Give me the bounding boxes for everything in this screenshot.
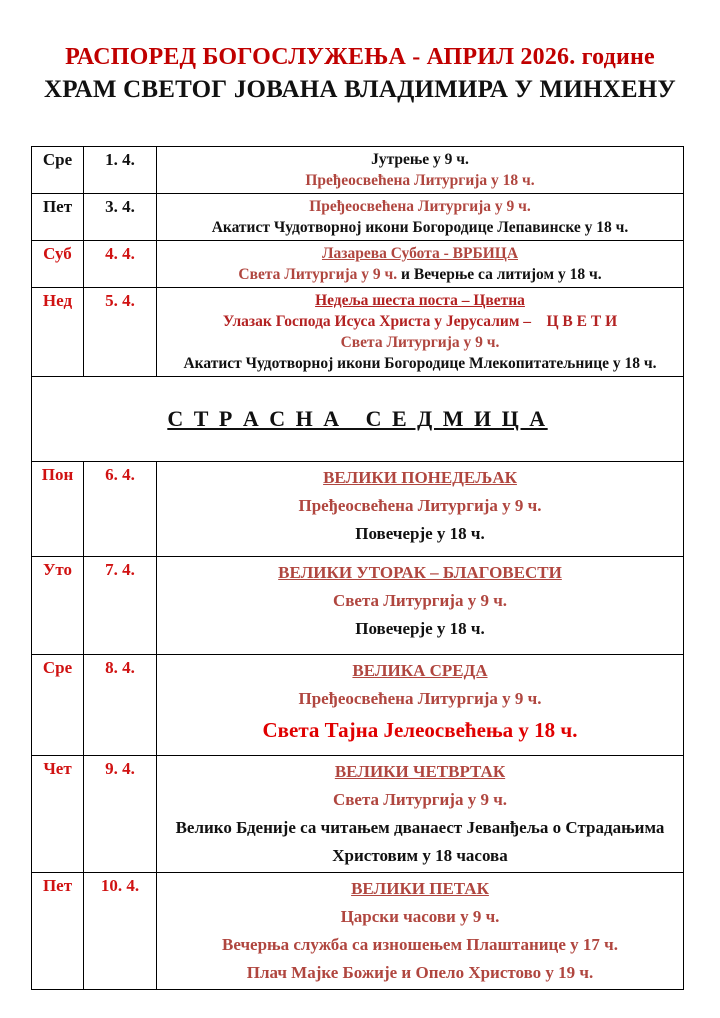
- date-cell: 7. 4.: [84, 557, 157, 655]
- date-cell: 5. 4.: [84, 288, 157, 377]
- service-text: Велико Бденије са читањем дванаест Јеванђеља о Страдањима Христовим у 18 часова: [175, 818, 669, 865]
- service-line: [163, 290, 677, 311]
- page-title: РАСПОРЕД БОГОСЛУЖЕЊА - АПРИЛ 2026. године: [65, 44, 655, 70]
- service-line: [163, 464, 677, 492]
- date-cell: 6. 4.: [84, 462, 157, 557]
- service-line: [163, 196, 677, 217]
- services-cell: [157, 557, 684, 655]
- holy-week-banner-cell: [32, 377, 684, 462]
- service-text: ВЕЛИКИ ЧЕТВРТАК: [334, 762, 506, 781]
- service-text: Јутрење у 9 ч.: [371, 151, 469, 168]
- schedule-table: [31, 146, 684, 990]
- day-cell: Пет: [32, 194, 84, 241]
- service-text: Света Литургија у 9 ч.: [332, 591, 508, 610]
- services-cell: [157, 873, 684, 990]
- service-text: Пређеосвећена Литургија у 9 ч.: [298, 496, 542, 515]
- service-text: Плач Мајке Божије и Опело Христово у 19 ч.: [246, 963, 594, 982]
- day-cell: Пет: [32, 873, 84, 990]
- service-text: ВЕЛИКИ УТОРАК – БЛАГОВЕСТИ: [278, 563, 562, 582]
- schedule-row: [32, 756, 684, 873]
- service-text: Повечерје у 18 ч.: [355, 619, 485, 638]
- services-cell: [157, 756, 684, 873]
- schedule-row: [32, 873, 684, 990]
- service-text: ВЕЛИКА СРЕДА: [352, 661, 488, 680]
- service-line: [163, 814, 677, 870]
- services-cell: [157, 241, 684, 288]
- day-cell: Пон: [32, 462, 84, 557]
- schedule-row: [32, 241, 684, 288]
- service-line: [163, 615, 677, 643]
- service-text: Акатист Чудотворној икони Богородице Лепавинске у 18 ч.: [211, 219, 629, 236]
- service-line: [163, 332, 677, 353]
- schedule-row: [32, 288, 684, 377]
- service-line: [163, 492, 677, 520]
- service-line: [163, 657, 677, 685]
- service-line: [163, 786, 677, 814]
- service-text: Света Тајна Јелеосвећења у 18 ч.: [262, 718, 578, 742]
- service-text: Вечерња служба са изношењем Плаштанице у 17 ч.: [222, 935, 618, 954]
- holy-week-banner-text: С Т Р А С Н А С Е Д М И Ц А: [167, 406, 548, 431]
- service-line: [163, 713, 677, 747]
- service-line: [163, 264, 677, 285]
- service-text: ВЕЛИКИ ПЕТАК: [351, 879, 489, 898]
- service-line: [163, 875, 677, 903]
- service-text: Акатист Чудотворној икони Богородице Млекопитатељнице у 18 ч.: [183, 355, 657, 372]
- service-text: Света Литургија у 9 ч.: [340, 334, 500, 351]
- service-line: [163, 587, 677, 615]
- date-cell: 8. 4.: [84, 655, 157, 756]
- service-line: [163, 959, 677, 987]
- service-line: [163, 170, 677, 191]
- service-line: [163, 311, 677, 332]
- services-cell: [157, 194, 684, 241]
- service-text: Света Литургија у 9 ч.: [332, 790, 508, 809]
- schedule-row: [32, 655, 684, 756]
- service-text: ВЕЛИКИ ПОНЕДЕЉАК: [323, 468, 517, 487]
- service-text: Пређеосвећена Литургија у 18 ч.: [305, 172, 535, 189]
- date-cell: 9. 4.: [84, 756, 157, 873]
- service-line: [163, 217, 677, 238]
- page-subtitle: ХРАМ СВЕТОГ ЈОВАНА ВЛАДИМИРА У МИНХЕНУ: [44, 76, 676, 103]
- schedule-row: [32, 462, 684, 557]
- service-text: Пређеосвећена Литургија у 9 ч.: [309, 198, 531, 215]
- day-cell: Чет: [32, 756, 84, 873]
- service-text: Улазак Господа Исуса Христа у Јерусалим – Ц В Е Т И: [222, 313, 618, 330]
- date-cell: 3. 4.: [84, 194, 157, 241]
- service-text: Света Литургија у 9 ч.: [238, 266, 398, 283]
- day-cell: Сре: [32, 147, 84, 194]
- day-cell: Нед: [32, 288, 84, 377]
- service-line: [163, 903, 677, 931]
- date-cell: 1. 4.: [84, 147, 157, 194]
- schedule-row: [32, 194, 684, 241]
- holy-week-banner-row: [32, 377, 684, 462]
- service-line: [163, 149, 677, 170]
- schedule-row: [32, 147, 684, 194]
- services-cell: [157, 462, 684, 557]
- service-line: [163, 685, 677, 713]
- service-line: [163, 758, 677, 786]
- service-text: и Вечерње са литијом у 18 ч.: [397, 266, 602, 283]
- day-cell: Сре: [32, 655, 84, 756]
- services-cell: [157, 655, 684, 756]
- service-text: Лазарева Субота - ВРБИЦА: [321, 245, 519, 262]
- service-text: Недеља шеста поста – Цветна: [315, 292, 525, 309]
- day-cell: Суб: [32, 241, 84, 288]
- service-line: [163, 559, 677, 587]
- service-text: Пређеосвећена Литургија у 9 ч.: [298, 689, 542, 708]
- service-line: [163, 243, 677, 264]
- service-line: [163, 520, 677, 548]
- date-cell: 4. 4.: [84, 241, 157, 288]
- services-cell: [157, 288, 684, 377]
- service-line: [163, 931, 677, 959]
- service-line: [163, 353, 677, 374]
- services-cell: [157, 147, 684, 194]
- service-text: Повечерје у 18 ч.: [355, 524, 485, 543]
- service-text: Царски часови у 9 ч.: [340, 907, 500, 926]
- day-cell: Уто: [32, 557, 84, 655]
- schedule-row: [32, 557, 684, 655]
- date-cell: 10. 4.: [84, 873, 157, 990]
